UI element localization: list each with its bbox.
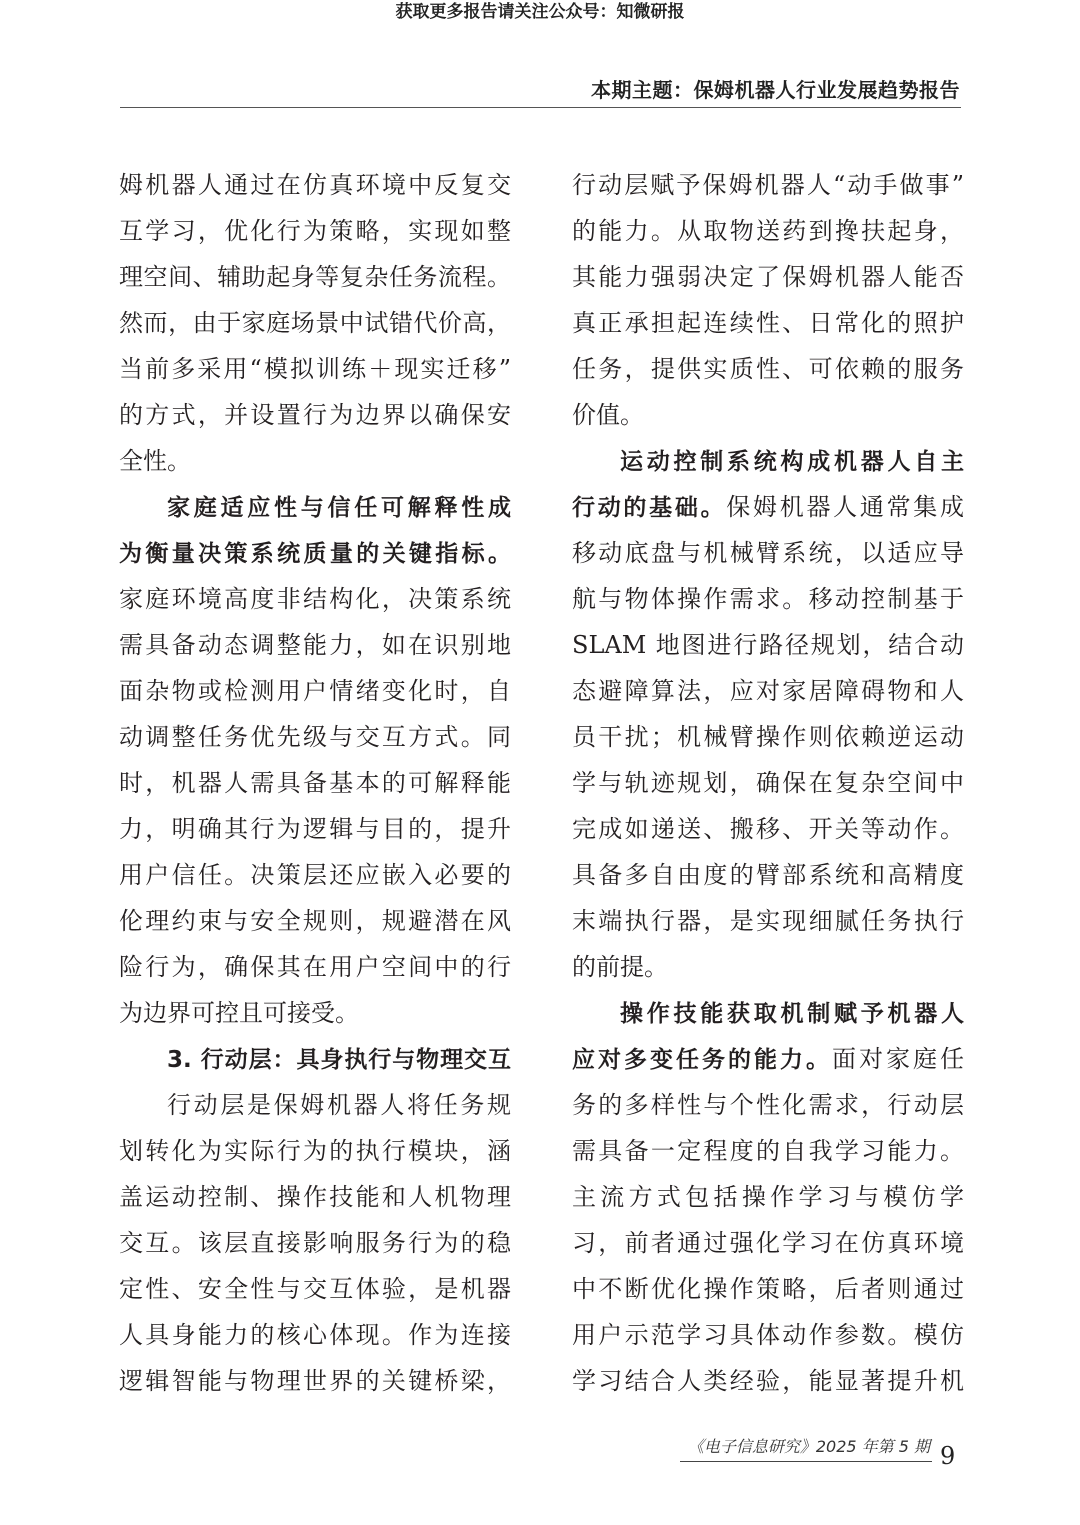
text-line (119, 438, 511, 484)
body-text: 完成如递送、搬移、开关等动作。 (572, 815, 964, 843)
body-text: 行动层赋予保姆机器人“动手做事” (572, 171, 964, 199)
text-line (119, 576, 511, 622)
left-column (119, 162, 511, 1404)
body-text: 交互。该层直接影响服务行为的稳 (119, 1229, 511, 1257)
body-text: 逻辑智能与物理世界的关键桥梁， (119, 1367, 511, 1395)
bold-heading-text: 行动的基础。 (572, 495, 727, 521)
body-text: 行动层是保姆机器人将任务规 (167, 1091, 511, 1119)
text-line (119, 392, 511, 438)
body-text: 互学习，优化行为策略，实现如整 (119, 217, 511, 245)
body-text: 姆机器人通过在仿真环境中反复交 (119, 171, 511, 199)
body-text: 划转化为实际行为的执行模块，涵 (119, 1137, 511, 1165)
body-text: 盖运动控制、操作技能和人机物理 (119, 1183, 511, 1211)
body-text: 用户信任。决策层还应嵌入必要的 (119, 861, 511, 889)
body-text: 定性、安全性与交互体验，是机器 (119, 1275, 511, 1303)
text-line (119, 852, 511, 898)
body-text: 力，明确其行为逻辑与目的，提升 (119, 815, 511, 843)
body-text: 为边界可控且可接受。 (119, 999, 359, 1027)
body-text: 当前多采用“模拟训练＋现实迁移” (119, 355, 511, 383)
text-line (119, 714, 511, 760)
text-line (119, 990, 511, 1036)
text-line (572, 438, 964, 484)
text-line (572, 760, 964, 806)
body-text: 的能力。从取物送药到搀扶起身， (572, 217, 964, 245)
footer-divider (680, 1461, 932, 1462)
body-text: 用户示范学习具体动作参数。模仿 (572, 1321, 964, 1349)
text-line (572, 1036, 964, 1082)
text-line (572, 990, 964, 1036)
body-text: 需具备一定程度的自我学习能力。 (572, 1137, 964, 1165)
text-line (572, 484, 964, 530)
text-line (572, 576, 964, 622)
text-line (119, 1036, 511, 1082)
text-line (572, 346, 964, 392)
text-line (572, 162, 964, 208)
text-line (119, 300, 511, 346)
text-line (572, 714, 964, 760)
text-line (119, 1128, 511, 1174)
text-line (119, 760, 511, 806)
bold-heading-text: 家庭适应性与信任可解释性成 (167, 495, 511, 521)
text-line (572, 392, 964, 438)
body-text: 员干扰；机械臂操作则依赖逆运动 (572, 723, 964, 751)
body-text: 移动底盘与机械臂系统，以适应导 (572, 539, 964, 567)
text-line (572, 1266, 964, 1312)
text-line (572, 668, 964, 714)
body-text: 动调整任务优先级与交互方式。同 (119, 723, 511, 751)
text-line (119, 1174, 511, 1220)
bold-heading-text: 为衡量决策系统质量的关键指标。 (119, 541, 511, 567)
page-header-title: 本期主题：保姆机器人行业发展趋势报告 (591, 78, 960, 102)
body-text: 中不断优化操作策略，后者则通过 (572, 1275, 964, 1303)
text-line (119, 530, 511, 576)
text-line (119, 162, 511, 208)
text-line (572, 254, 964, 300)
body-text: SLAM 地图进行路径规划，结合动 (572, 631, 964, 659)
page-number: 9 (940, 1442, 956, 1470)
body-text: 学习结合人类经验，能显著提升机 (572, 1367, 964, 1395)
body-text: 然而，由于家庭场景中试错代价高， (119, 309, 511, 337)
body-text: 面杂物或检测用户情绪变化时，自 (119, 677, 511, 705)
text-line (572, 1174, 964, 1220)
body-text: 面对家庭任 (832, 1045, 964, 1073)
bold-heading-text: 3. 行动层：具身执行与物理交互 (167, 1047, 511, 1073)
text-line (572, 208, 964, 254)
body-text: 末端执行器，是实现细腻任务执行 (572, 907, 964, 935)
bold-heading-text: 应对多变任务的能力。 (572, 1047, 832, 1073)
text-line (119, 208, 511, 254)
journal-footer: 《电子信息研究》2025 年第 5 期 (687, 1437, 930, 1456)
body-text: 的方式，并设置行为边界以确保安 (119, 401, 511, 429)
body-text: 人具身能力的核心体现。作为连接 (119, 1321, 511, 1349)
text-line (572, 530, 964, 576)
body-text: 航与物体操作需求。移动控制基于 (572, 585, 964, 613)
body-text: 时，机器人需具备基本的可解释能 (119, 769, 511, 797)
text-line (572, 1220, 964, 1266)
text-line (119, 944, 511, 990)
body-text: 险行为，确保其在用户空间中的行 (119, 953, 511, 981)
text-line (119, 1358, 511, 1404)
body-text: 学与轨迹规划，确保在复杂空间中 (572, 769, 964, 797)
body-text: 的前提。 (572, 953, 668, 981)
promo-banner: 获取更多报告请关注公众号：知微研报 (395, 2, 685, 22)
body-text: 其能力强弱决定了保姆机器人能否 (572, 263, 964, 291)
body-text: 理空间、辅助起身等复杂任务流程。 (119, 263, 511, 291)
text-line (572, 852, 964, 898)
body-text: 态避障算法，应对家居障碍物和人 (572, 677, 964, 705)
body-text: 全性。 (119, 447, 191, 475)
body-text: 具备多自由度的臂部系统和高精度 (572, 861, 964, 889)
text-line (572, 1312, 964, 1358)
body-text: 务的多样性与个性化需求，行动层 (572, 1091, 964, 1119)
text-line (572, 300, 964, 346)
text-line (119, 668, 511, 714)
text-line (119, 1266, 511, 1312)
body-text: 任务，提供实质性、可依赖的服务 (572, 355, 964, 383)
text-line (119, 484, 511, 530)
body-text: 保姆机器人通常集成 (726, 493, 964, 521)
body-text: 伦理约束与安全规则，规避潜在风 (119, 907, 511, 935)
text-line (119, 1220, 511, 1266)
text-line (119, 1312, 511, 1358)
text-line (572, 622, 964, 668)
right-column (572, 162, 964, 1404)
body-text: 需具备动态调整能力，如在识别地 (119, 631, 511, 659)
body-text: 习，前者通过强化学习在仿真环境 (572, 1229, 964, 1257)
text-line (572, 1082, 964, 1128)
body-text: 价值。 (572, 401, 644, 429)
body-text: 主流方式包括操作学习与模仿学 (572, 1183, 964, 1211)
header-divider (120, 107, 961, 108)
text-line (119, 1082, 511, 1128)
bold-heading-text: 操作技能获取机制赋予机器人 (620, 1001, 964, 1027)
text-line (572, 1128, 964, 1174)
text-line (119, 346, 511, 392)
text-line (119, 898, 511, 944)
text-line (119, 806, 511, 852)
text-line (572, 944, 964, 990)
text-line (572, 898, 964, 944)
text-line (119, 622, 511, 668)
body-text: 真正承担起连续性、日常化的照护 (572, 309, 964, 337)
bold-heading-text: 运动控制系统构成机器人自主 (620, 449, 964, 475)
text-line (572, 1358, 964, 1404)
text-line (119, 254, 511, 300)
body-text: 家庭环境高度非结构化，决策系统 (119, 585, 511, 613)
text-line (572, 806, 964, 852)
